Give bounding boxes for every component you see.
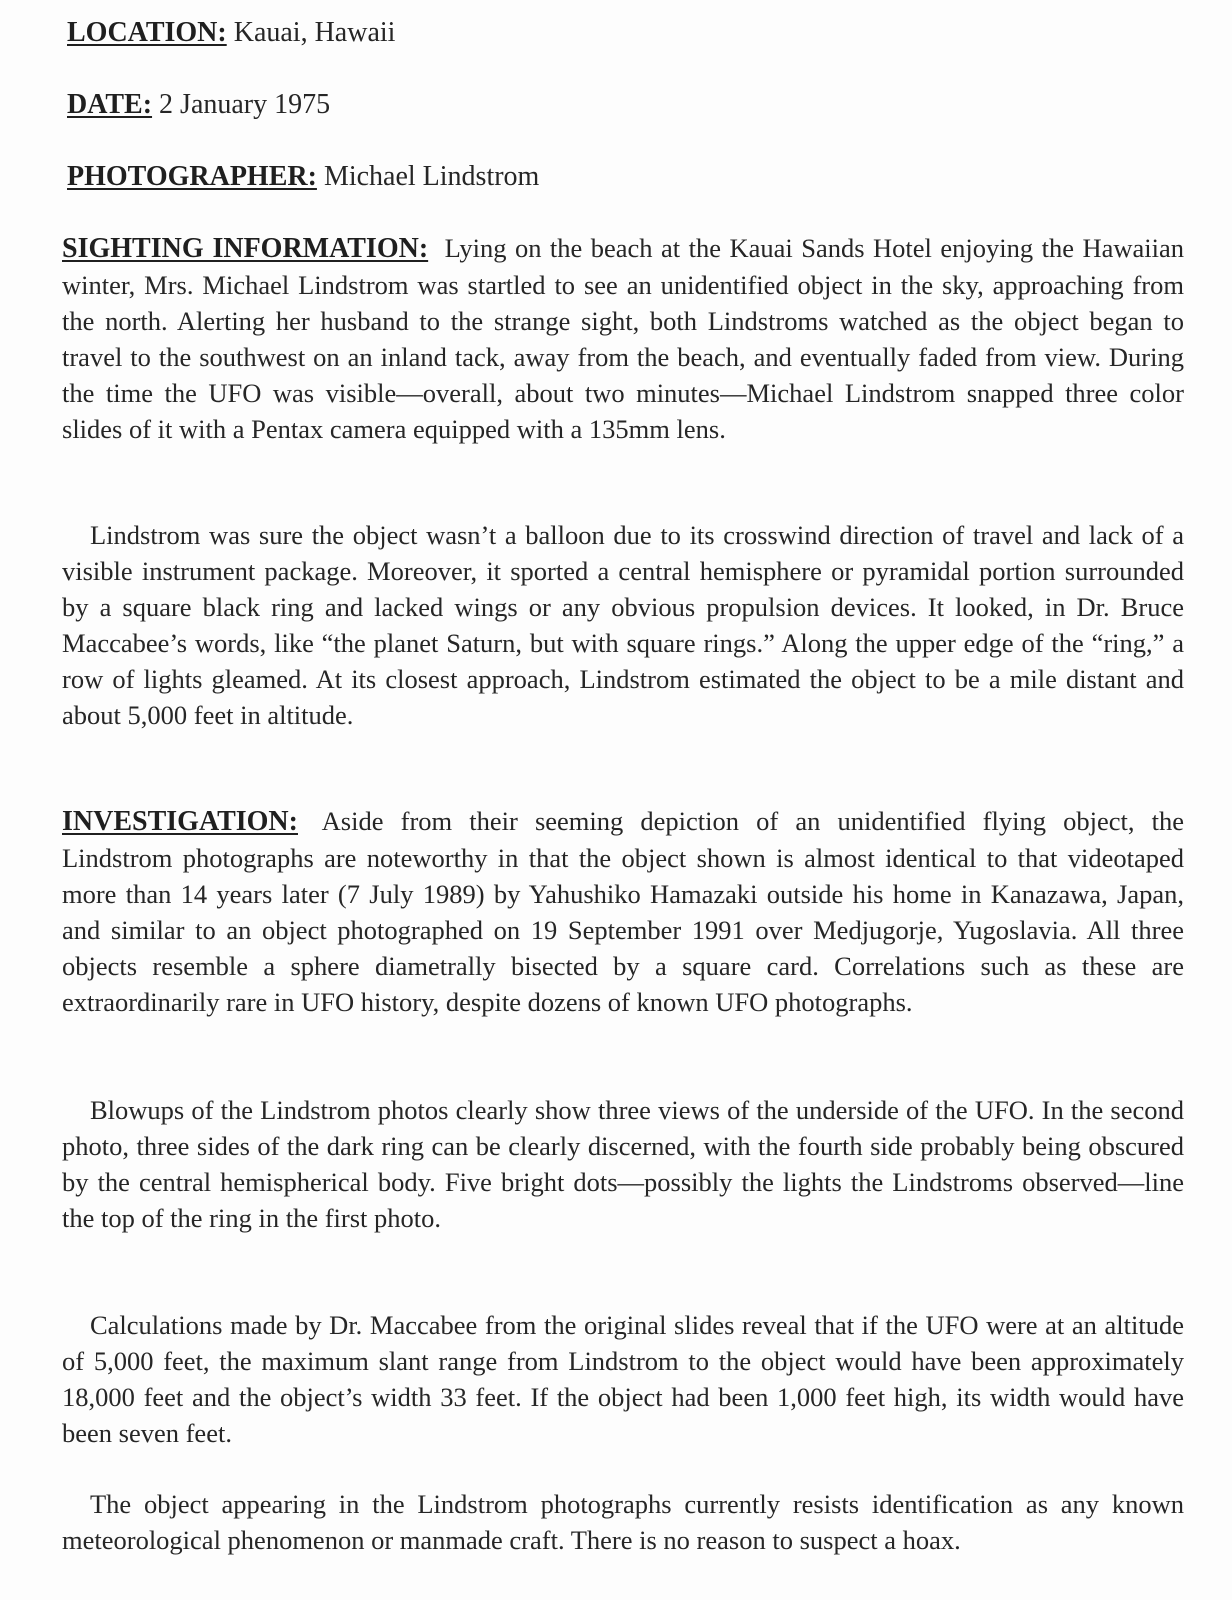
sighting-information-paragraph (62, 230, 1184, 447)
date-line (67, 88, 330, 122)
date-label: DATE: (67, 89, 153, 120)
date-value: 2 January 1975 (159, 89, 331, 120)
conclusion-paragraph: The object appearing in the Lindstrom photographs currently resists identification as any known meteorological phenomenon or manmade craft. There is no reason to suspect a hoax. (62, 1489, 1184, 1555)
location-label: LOCATION: (67, 17, 227, 48)
photographer-line (67, 160, 539, 194)
investigation-paragraph (62, 803, 1184, 1020)
location-line (67, 16, 395, 50)
photographer-value: Michael Lindstrom (323, 161, 540, 192)
balloon-analysis-paragraph: Lindstrom was sure the object wasn’t a balloon due to its crosswind direction of travel and lack of a visible instrument package. Moreover, it sported a central hemisphere or pyramidal portion surrounded by a square black ring and lacked wings or any obvious propulsion devices. It looked, in Dr. Bruce Maccabee’s words, like “the planet Saturn, but with square rings.” Along the upper edge of the “ring,” a row of lights gleamed. At its closest approach, Lindstrom estimated the object to be a mile distant and about 5,000 feet in altitude. (62, 520, 1184, 730)
sighting-information-text: Lying on the beach at the Kauai Sands Hotel enjoying the Hawaiian winter, Mrs. Michael Lindstrom was startled to see an unidentified object in the sky, approaching from the north. Alerting her husband to the strange sight, both Lindstroms watched as the object began to travel to the southwest on an inland tack, away from the beach, and eventually faded from view. During the time the UFO was visible—overall, about two minutes—Michael Lindstrom snapped three color slides of it with a Pentax camera equipped with a 135mm lens. (62, 233, 1184, 444)
sighting-information-label: SIGHTING INFORMATION: (62, 233, 429, 264)
investigation-label: INVESTIGATION: (62, 806, 298, 837)
investigation-text: Aside from their seeming depiction of an unidentified flying object, the Lindstrom photographs are noteworthy in that the object shown is almost identical to that videotaped more than 14 years later (7 July 1989) by Yahushiko Hamazaki outside his home in Kanazawa, Japan, and similar to an object photographed on 19 September 1991 over Medjugorje, Yugoslavia. All three objects resemble a sphere diametrally bisected by a square card. Correlations such as these are extraordinarily rare in UFO history, despite dozens of known UFO photographs. (62, 806, 1184, 1017)
calculations-paragraph: Calculations made by Dr. Maccabee from the original slides reveal that if the UFO were at an altitude of 5,000 feet, the maximum slant range from Lindstrom to the object would have been approximately 18,000 feet and the object’s width 33 feet. If the object had been 1,000 feet high, its width would have been seven feet. (62, 1310, 1184, 1448)
blowups-paragraph: Blowups of the Lindstrom photos clearly show three views of the underside of the UFO. In the second photo, three sides of the dark ring can be clearly discerned, with the fourth side probably being obscured by the central hemispherical body. Five bright dots—possibly the lights the Lindstroms observed—line the top of the ring in the first photo. (62, 1095, 1184, 1233)
location-value: Kauai, Hawaii (233, 17, 396, 48)
photographer-label: PHOTOGRAPHER: (67, 161, 317, 192)
